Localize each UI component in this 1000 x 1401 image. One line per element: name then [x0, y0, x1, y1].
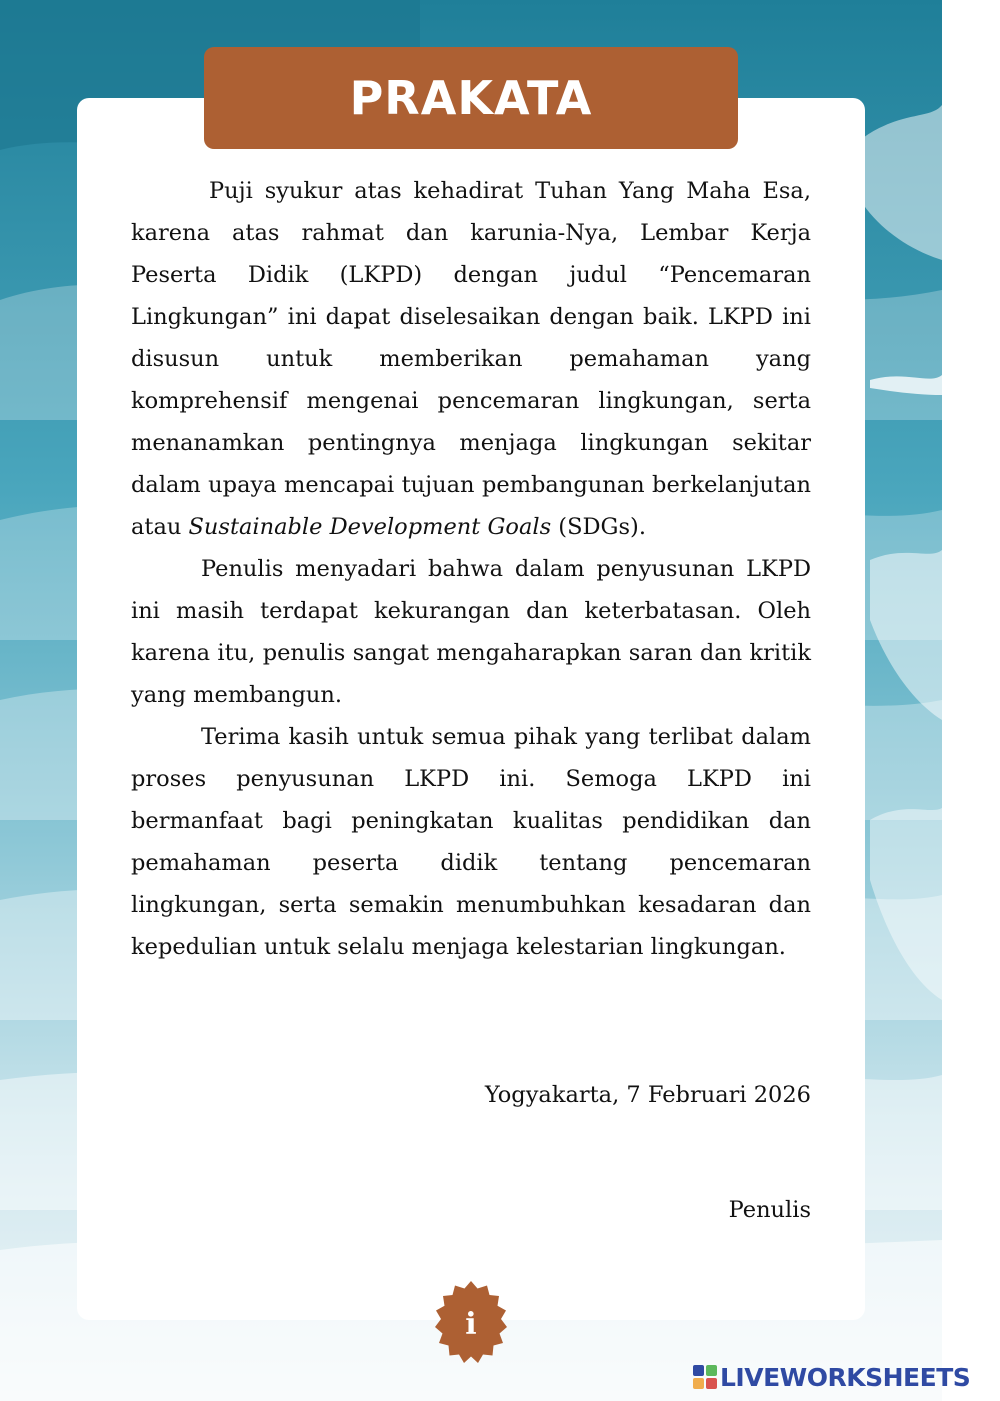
paragraph-1-text: Puji syukur atas kehadirat Tuhan Yang Maha Esa, karena atas rahmat dan karunia-Nya, Lembar Kerja Peserta Didik (LKPD) dengan judul “Pencemaran Lingkungan” ini dapat diselesaikan dengan baik. LKPD ini disusun untuk memberikan pemahaman yang komprehensif mengenai pencemaran lingkungan, serta menanamkan pentingnya menjaga lingkungan sekitar dalam upaya mencapai tujuan pembangunan berkelanjutan atau — [131, 178, 811, 540]
place-date: Yogyakarta, 7 Februari 2026 — [484, 1082, 811, 1108]
paragraph-1-end: (SDGs). — [551, 514, 646, 540]
paragraph-1 — [131, 170, 811, 548]
page-number: i — [465, 1306, 477, 1342]
liveworksheets-watermark — [692, 1360, 970, 1394]
watermark-text: LIVEWORKSHEETS — [720, 1362, 971, 1392]
author-signature: Penulis — [728, 1197, 811, 1223]
title-banner — [204, 47, 738, 149]
paragraph-1-italic: Sustainable Development Goals — [188, 514, 552, 540]
preface-body — [131, 170, 811, 968]
page-number-badge — [423, 1276, 519, 1372]
paragraph-2: Penulis menyadari bahwa dalam penyusunan LKPD ini masih terdapat kekurangan dan keterbatasan. Oleh karena itu, penulis sangat mengaharapkan saran dan kritik yang membangun. — [131, 556, 811, 708]
paragraph-3: Terima kasih untuk semua pihak yang terlibat dalam proses penyusunan LKPD ini. Semoga LKPD ini bermanfaat bagi peningkatan kualitas pendidikan dan pemahaman peserta didik tentang pencemaran lingkungan, serta semakin menumbuhkan kesadaran dan kepedulian untuk selalu menjaga kelestarian lingkungan. — [131, 724, 811, 960]
page-title: PRAKATA — [349, 71, 593, 125]
liveworksheets-logo-icon — [692, 1364, 718, 1390]
